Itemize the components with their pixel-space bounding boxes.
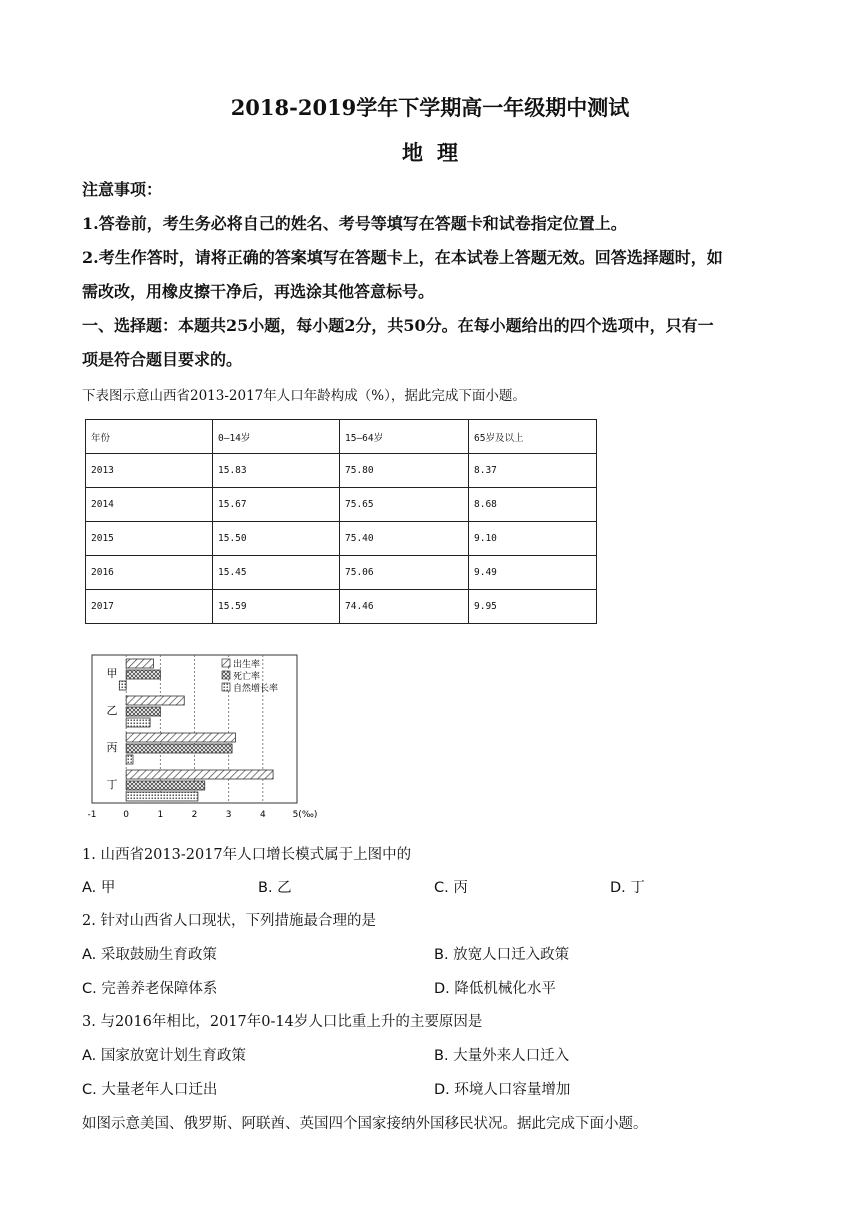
note-item-2-line-2: 需改改，用橡皮擦干净后，再选涂其他答意标号。 [82,282,435,301]
option-text: 丁 [630,880,645,896]
notes-heading: 注意事项： [82,180,163,199]
category-label: 乙 [106,704,118,717]
table-cell: 2015 [86,522,213,556]
next-section-intro: 如图示意美国、俄罗斯、阿联酋、英国四个国家接纳外国移民状况。据此完成下面小题。 [82,1116,648,1132]
question-3-stem: 3. 与2016年相比，2017年0-14岁人口比重上升的主要原因是 [82,1014,483,1030]
option-text: 国家放宽计划生育政策 [100,1048,246,1064]
legend-label: 死亡率 [233,672,261,682]
question-2-stem: 2. 针对山西省人口现状，下列措施最合理的是 [82,913,376,929]
category-label: 丁 [106,778,118,791]
table-cell: 15.59 [213,590,340,624]
bar-自然增长率 [126,718,150,727]
bar-出生率 [126,696,184,705]
bar-死亡率 [126,781,205,790]
option-letter: A. [82,1048,97,1064]
option-text: 大量老年人口迁出 [101,1082,218,1098]
bar-死亡率 [126,744,232,753]
table-cell: 15.67 [213,488,340,522]
tick-label: 4 [259,810,266,820]
option-text: 采取鼓励生育政策 [100,947,217,963]
question-3-option-d[interactable] [434,1081,570,1099]
note-item-1: 1.答卷前，考生务必将自己的姓名、考号等填写在答题卡和试卷指定位置上。 [82,214,627,233]
option-letter: B. [434,947,449,963]
table-cell: 2014 [86,488,213,522]
bar-出生率 [126,659,153,668]
exam-title: 2018-2019学年下学期高一年级期中测试 [230,95,630,120]
question-2-option-b[interactable] [434,946,569,964]
table-cell: 75.06 [340,556,469,590]
bar-死亡率 [126,670,160,679]
question-1-option-a[interactable] [82,879,115,897]
option-letter: D. [434,1082,450,1098]
option-letter: D. [610,880,626,896]
table-cell: 75.65 [340,488,469,522]
question-2-option-c[interactable] [82,980,217,998]
option-letter: B. [434,1048,449,1064]
table-cell: 15.50 [213,522,340,556]
question-3-option-c[interactable] [82,1081,217,1099]
tick-label: 3 [225,810,232,820]
question-2-option-d[interactable] [434,980,556,998]
table-cell: 9.49 [469,556,597,590]
category-label: 甲 [106,667,118,680]
legend-label: 自然增长率 [233,684,279,694]
bar-出生率 [126,733,235,742]
table-cell: 8.37 [469,454,597,488]
table-cell: 9.10 [469,522,597,556]
option-text: 放宽人口迁入政策 [453,947,570,963]
tick-label: 2 [191,810,198,820]
tick-label: 5(‰) [292,810,318,820]
bar-自然增长率 [126,792,198,801]
table-row [86,454,597,488]
legend-swatch [222,671,230,679]
note-item-2-line-1: 2.考生作答时，请将正确的答案填写在答题卡上，在本试卷上答题无效。回答选择题时，如 [82,248,723,267]
table-header-cell: 年份 [86,420,213,454]
bar-自然增长率 [119,681,126,690]
option-text: 完善养老保障体系 [101,981,218,997]
table-cell: 2016 [86,556,213,590]
age-structure-table [85,419,597,624]
table-cell: 8.68 [469,488,597,522]
subject-title: 地理 [402,140,472,165]
legend-label: 出生率 [233,660,261,670]
population-growth-chart [82,650,332,825]
table-row [86,556,597,590]
legend-swatch [222,659,230,667]
option-text: 丙 [453,880,468,896]
section-heading-line-1: 一、选择题：本题共25小题，每小题2分，共50分。在每小题给出的四个选项中，只有一 [82,316,714,335]
table-row [86,522,597,556]
option-text: 降低机械化水平 [454,981,556,997]
section-heading-line-2: 项是符合题目要求的。 [82,350,243,369]
table-row [86,488,597,522]
option-letter: C. [82,981,97,997]
bar-死亡率 [126,707,160,716]
option-text: 乙 [277,880,292,896]
bar-自然增长率 [126,755,133,764]
table-cell: 75.80 [340,454,469,488]
table-header-cell: 65岁及以上 [469,420,597,454]
table-header-cell: 15—64岁 [340,420,469,454]
table-cell: 15.45 [213,556,340,590]
question-1-option-c[interactable] [434,879,468,897]
table-cell: 9.95 [469,590,597,624]
table-header-cell: 0—14岁 [213,420,340,454]
question-1-stem: 1. 山西省2013-2017年人口增长模式属于上图中的 [82,847,412,863]
table-cell: 75.40 [340,522,469,556]
table-cell: 2013 [86,454,213,488]
option-text: 环境人口容量增加 [454,1082,571,1098]
legend-swatch [222,683,230,691]
table-cell: 15.83 [213,454,340,488]
option-letter: D. [434,981,450,997]
table-cell: 74.46 [340,590,469,624]
option-text: 甲 [100,880,116,896]
tick-label: 1 [157,810,164,820]
question-1-option-b[interactable] [258,879,292,897]
option-text: 大量外来人口迁入 [453,1048,570,1064]
question-1-option-d[interactable] [610,879,645,897]
table-intro: 下表图示意山西省2013-2017年人口年龄构成（%），据此完成下面小题。 [82,388,526,404]
tick-label: -1 [87,810,97,820]
option-letter: B. [258,880,273,896]
bar-出生率 [126,770,273,779]
table-cell: 2017 [86,590,213,624]
option-letter: A. [82,947,97,963]
option-letter: C. [82,1082,97,1098]
question-3-option-a[interactable] [82,1047,246,1065]
option-letter: C. [434,880,449,896]
table-header-row [86,420,597,454]
category-label: 丙 [106,741,118,754]
question-3-option-b[interactable] [434,1047,569,1065]
question-2-option-a[interactable] [82,946,217,964]
option-letter: A. [82,880,97,896]
tick-label: 0 [123,810,130,820]
table-row [86,590,597,624]
